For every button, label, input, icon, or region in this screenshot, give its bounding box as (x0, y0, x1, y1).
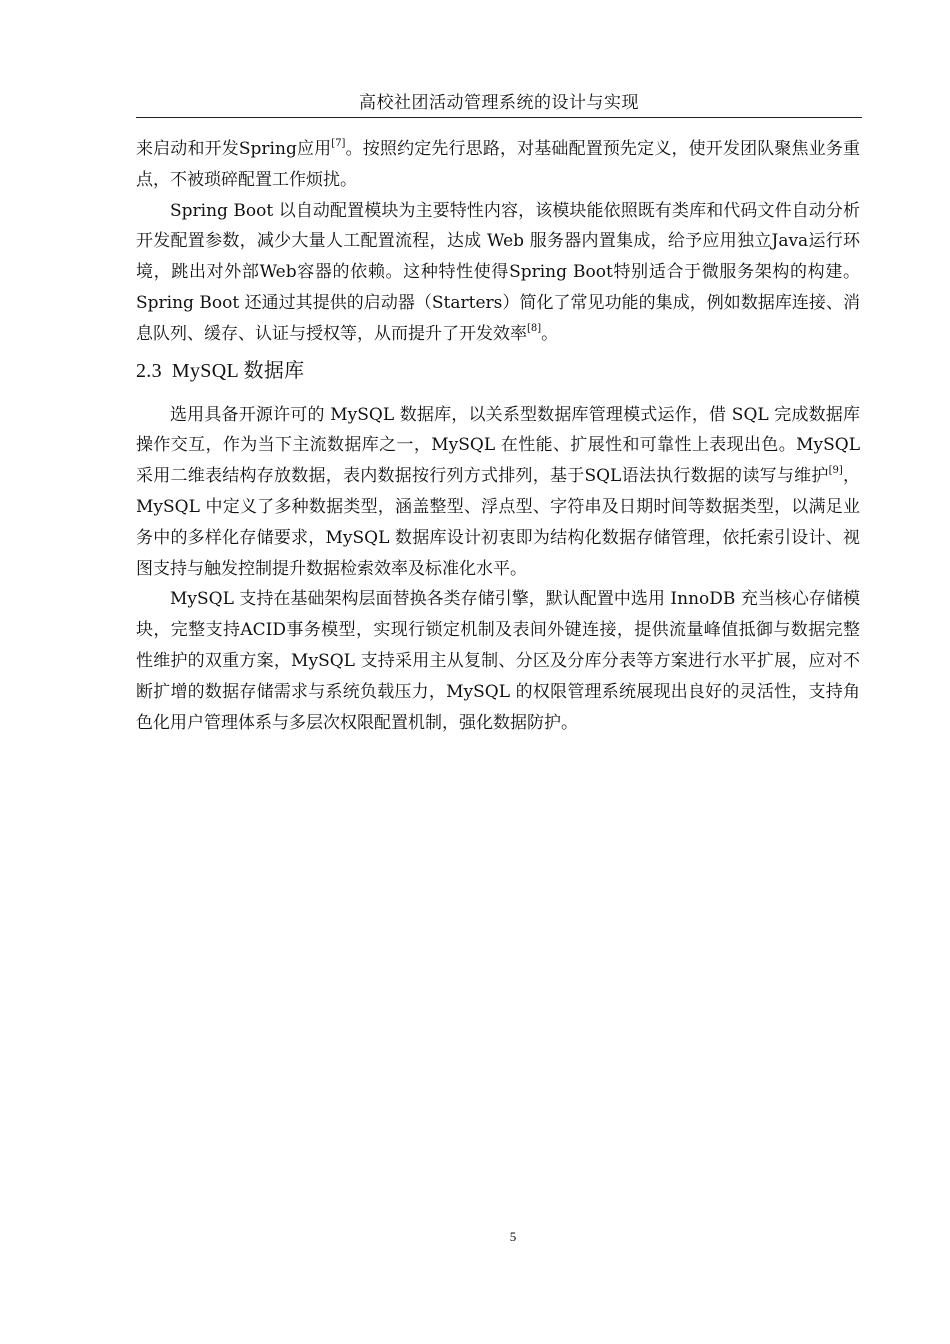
paragraph-3-text-a: 选用具备开源许可的 MySQL 数据库，以关系型数据库管理模式运作，借 SQL 完成数据库操作交互，作为当下主流数据库之一，MySQL 在性能、扩展性和可靠性上表现出色。MySQL采用二维表结构存放数据，表内数据按行列方式排列，基于SQL语法执行数据的读写与维护 (136, 404, 860, 487)
paragraph-1 (136, 134, 860, 196)
running-header: 高校社团活动管理系统的设计与实现 (359, 93, 639, 113)
section-number: 2.3 (136, 359, 162, 382)
body-text (136, 134, 860, 738)
citation-9: [9] (828, 465, 843, 477)
paragraph-1-text-b: 。按照约定先行思路，对基础配置预先定义，使开发团队聚焦业务重点，不被琐碎配置工作烦扰。 (136, 139, 860, 190)
paragraph-3 (136, 400, 860, 585)
paragraph-1-text-a: 来启动和开发Spring应用 (136, 139, 332, 159)
paragraph-2 (136, 196, 860, 350)
section-heading (136, 356, 860, 386)
section-title: MySQL 数据库 (171, 359, 305, 382)
paragraph-2-text-b: 。 (541, 323, 559, 344)
page-number: 5 (509, 1229, 517, 1244)
paragraph-2-text-a: Spring Boot 以自动配置模块为主要特性内容，该模块能依照既有类库和代码文件自动分析开发配置参数，减少大量人工配置流程，达成 Web 服务器内置集成，给予应用独立Java运行环境，跳出对外部Web容器的依赖。这种特性使得Spring Boot特别适合于微服务架构的构建。Spring Boot 还通过其提供的启动器（Starters）简化了常见功能的集成，例如数据库连接、消息队列、缓存、认证与授权等，从而提升了开发效率 (136, 200, 860, 344)
header-rule (136, 117, 862, 118)
citation-8: [8] (527, 322, 542, 334)
paragraph-3-text-b: ，MySQL 中定义了多种数据类型，涵盖整型、浮点型、字符串及日期时间等数据类型，以满足业务中的多样化存储要求，MySQL 数据库设计初衷即为结构化数据存储管理，依托索引设计、视图支持与触发控制提升数据检索效率及标准化水平。 (136, 466, 860, 579)
citation-7: [7] (331, 138, 346, 149)
paragraph-4: MySQL 支持在基础架构层面替换各类存储引擎，默认配置中选用 InnoDB 充当核心存储模块，完整支持ACID事务模型，实现行锁定机制及表间外键连接，提供流量峰值抵御与数据完整性维护的双重方案，MySQL 支持采用主从复制、分区及分库分表等方案进行水平扩展，应对不断扩增的数据存储需求与系统负载压力，MySQL 的权限管理系统展现出良好的灵活性，支持角色化用户管理体系与多层次权限配置机制，强化数据防护。 (136, 589, 860, 733)
